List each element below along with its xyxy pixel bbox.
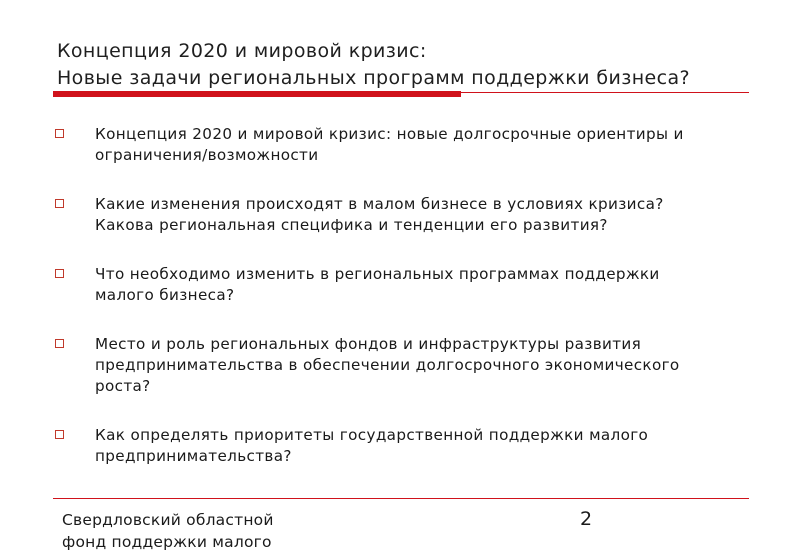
slide-title-line-2: Новые задачи региональных программ поддержки бизнеса? <box>57 67 691 89</box>
bullet-text-line: предпринимательства? <box>95 447 292 465</box>
bullet-item <box>55 124 755 166</box>
bullet-text-line: Какова региональная специфика и тенденции его развития? <box>95 216 608 234</box>
title-underline-thick <box>53 91 461 97</box>
bullet-item <box>55 264 755 306</box>
bullet-text-line: роста? <box>95 377 151 395</box>
bullet-square-icon <box>55 129 64 138</box>
bullet-text-line: Какие изменения происходят в малом бизнесе в условиях кризиса? <box>95 195 664 213</box>
bullet-square-icon <box>55 269 64 278</box>
bullet-item <box>55 334 755 397</box>
bullet-text-line: предпринимательства в обеспечении долгосрочного экономического <box>95 356 680 374</box>
title-underline-thin <box>461 92 749 93</box>
bullet-square-icon <box>55 430 64 439</box>
slide-title-line-1: Концепция 2020 и мировой кризис: <box>57 40 427 62</box>
bullet-text-line: Как определять приоритеты государственной поддержки малого <box>95 426 649 444</box>
bullet-item <box>55 194 755 236</box>
bullet-text-line: малого бизнеса? <box>95 286 235 304</box>
bullet-list <box>55 124 755 467</box>
footer-divider <box>53 498 749 499</box>
footer-organization <box>62 509 362 553</box>
bullet-text-line: Место и роль региональных фондов и инфраструктуры развития <box>95 335 642 353</box>
bullet-text-line: Что необходимо изменить в региональных программах поддержки <box>95 265 660 283</box>
bullet-item <box>55 425 755 467</box>
bullet-text-line: ограничения/возможности <box>95 146 319 164</box>
bullet-square-icon <box>55 199 64 208</box>
bullet-square-icon <box>55 339 64 348</box>
bullet-text-line: Концепция 2020 и мировой кризис: новые долгосрочные ориентиры и <box>95 125 684 143</box>
page-number: 2 <box>580 508 593 530</box>
footer-organization-line-1: Свердловский областной <box>62 511 274 529</box>
footer-organization-line-2: фонд поддержки малого <box>62 533 272 551</box>
slide-title <box>57 38 777 92</box>
